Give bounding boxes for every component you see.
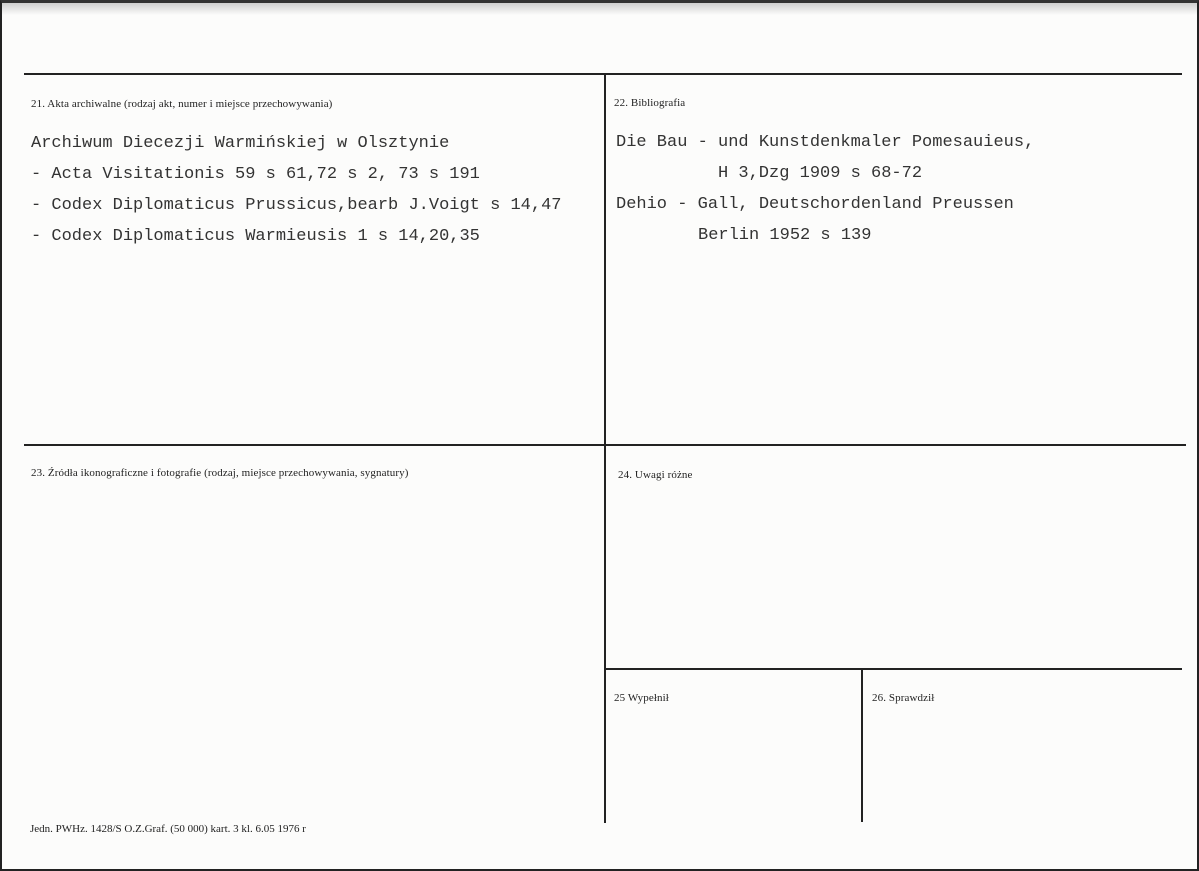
- section-22-line-1: Die Bau - und Kunstdenkmaler Pomesauieus,: [616, 133, 1035, 152]
- signature-divider: [606, 668, 1182, 670]
- card-top-edge: [2, 3, 1197, 15]
- section-21-line-2: - Acta Visitationis 59 s 61,72 s 2, 73 s 191: [31, 165, 480, 184]
- section-22-line-4: Berlin 1952 s 139: [698, 226, 872, 245]
- section-21-line-4: - Codex Diplomaticus Warmieusis 1 s 14,20,35: [31, 227, 480, 246]
- signature-split-divider: [861, 670, 863, 822]
- section-26-label: 26. Sprawdził: [872, 692, 935, 704]
- section-21-line-1: Archiwum Diecezji Warmińskiej w Olsztynie: [31, 134, 450, 153]
- section-23-label: 23. Źródła ikonograficzne i fotografie (rodzaj, miejsce przechowywania, sygnatury): [31, 467, 409, 479]
- section-25-label: 25 Wypełnił: [614, 692, 669, 704]
- print-footer: Jedn. PWHz. 1428/S O.Z.Graf. (50 000) kart. 3 kl. 6.05 1976 r: [30, 823, 306, 835]
- section-22-label: 22. Bibliografia: [614, 97, 686, 109]
- middle-divider: [24, 444, 1186, 446]
- section-21-label: 21. Akta archiwalne (rodzaj akt, numer i miejsce przechowywania): [31, 98, 333, 110]
- section-24-label: 24. Uwagi różne: [618, 469, 693, 481]
- section-21-line-3: - Codex Diplomaticus Prussicus,bearb J.Voigt s 14,47: [31, 196, 562, 215]
- center-divider: [604, 75, 606, 823]
- top-divider: [24, 73, 1182, 75]
- section-22-line-2: H 3,Dzg 1909 s 68-72: [718, 164, 923, 183]
- section-22-line-3: Dehio - Gall, Deutschordenland Preussen: [616, 195, 1014, 214]
